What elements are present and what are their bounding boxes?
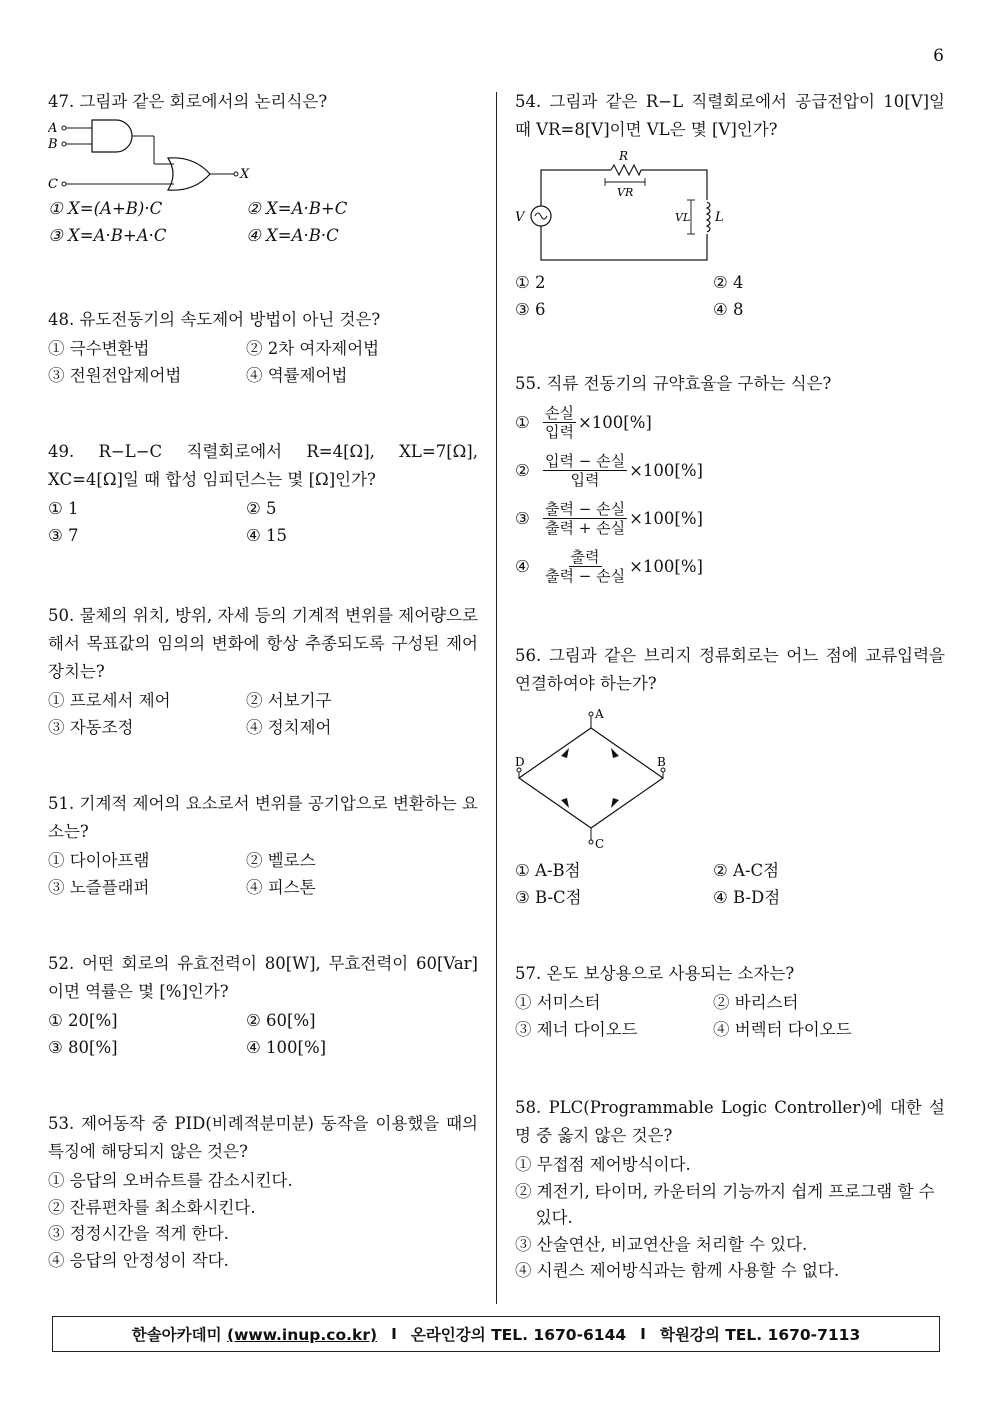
question-53 [48, 1110, 478, 1274]
footer-separator: I [391, 1325, 397, 1343]
bridge-outline [519, 728, 663, 828]
node-d-label: D [515, 755, 525, 769]
numerator: 입력 − 손실 [545, 451, 626, 470]
option-2[interactable]: ② 바리스터 [713, 993, 799, 1012]
option-number: ③ [515, 508, 530, 528]
diode-1 [561, 748, 569, 758]
node-c-label: C [595, 837, 605, 851]
option-2[interactable] [515, 446, 945, 494]
option-1[interactable]: ① 프로세서 제어 [48, 691, 171, 710]
option-4[interactable]: ④ 피스톤 [246, 877, 316, 897]
numerator: 손실 [545, 403, 574, 422]
question-stem: 58. PLC(Programmable Logic Controller)에 대한 설명 중 옳지 않은 것은? [515, 1098, 945, 1145]
vr-label: VR [617, 186, 634, 199]
question-stem: 53. 제어동작 중 PID(비례적분미분) 동작을 이용했을 때의 특징에 해당되지 않은 것은? [48, 1114, 478, 1161]
option-2[interactable]: ② 서보기구 [246, 691, 332, 710]
option-3[interactable]: ③ 7 [48, 525, 79, 545]
option-3[interactable]: ③ 정정시간을 적게 한다. [48, 1224, 229, 1243]
question-52 [48, 950, 478, 1061]
denominator: 출력 + 손실 [545, 518, 626, 537]
question-50 [48, 602, 478, 741]
option-2[interactable]: ② 5 [246, 499, 277, 518]
question-stem: 57. 온도 보상용으로 사용되는 소자는? [515, 964, 795, 983]
option-4[interactable]: ④ 정치제어 [246, 717, 332, 737]
question-47 [48, 88, 478, 249]
question-stem: 56. 그림과 같은 브리지 정류회로는 어느 점에 교류입력을 연결하여야 하는가? [515, 646, 945, 693]
and-gate [92, 120, 132, 152]
option-3[interactable]: ③ 전원전압제어법 [48, 365, 182, 385]
numerator: 출력 − 손실 [545, 499, 626, 518]
denominator: 입력 [570, 470, 600, 489]
options [48, 196, 478, 249]
option-3[interactable]: ③ 산술연산, 비교연산을 처리할 수 있다. [515, 1234, 808, 1254]
question-stem: 47. 그림과 같은 회로에서의 논리식은? [48, 92, 328, 111]
question-stem: 50. 물체의 위치, 방위, 자세 등의 기계적 변위를 제어량으로 해서 목표값의 임의의 변화에 항상 추종되도록 구성된 제어장치는? [48, 606, 478, 681]
options [515, 858, 945, 911]
option-2[interactable]: ② 계전기, 타이머, 카운터의 기능까지 쉽게 프로그램 할 수 있다. [515, 1181, 935, 1227]
option-3[interactable]: ③ B-C점 [515, 887, 582, 907]
options [515, 990, 945, 1043]
options [48, 1008, 478, 1061]
bridge-rectifier-diagram [515, 704, 675, 854]
input-c-label: C [48, 177, 58, 192]
option-1[interactable]: ① 2 [515, 273, 546, 292]
option-1[interactable]: ① 무접점 제어방식이다. [515, 1155, 691, 1174]
vl-label: VL [675, 211, 691, 224]
options [48, 496, 478, 549]
academy-name: 한솔아카데미 (www.inup.co.kr) [131, 1326, 378, 1344]
options [48, 336, 478, 389]
option-1[interactable]: ① 다이아프램 [48, 851, 150, 870]
option-1[interactable] [515, 398, 945, 446]
option-number: ② [515, 460, 530, 480]
question-56 [515, 642, 945, 911]
node-a-label: A [595, 707, 604, 721]
question-57 [515, 960, 945, 1043]
option-4[interactable]: ④ B-D점 [713, 887, 781, 907]
input-a-label: A [48, 121, 58, 136]
output-x-label: X [240, 167, 250, 182]
option-1[interactable]: ① 응답의 오버슈트를 감소시킨다. [48, 1171, 293, 1190]
option-3[interactable]: ③ 6 [515, 299, 546, 319]
option-4[interactable]: ④ 15 [246, 525, 288, 545]
question-49 [48, 438, 478, 549]
option-4[interactable]: ④ 100[%] [246, 1037, 327, 1057]
denominator: 입력 [545, 422, 574, 441]
question-54 [515, 88, 945, 323]
online-phone: 온라인강의 TEL. 1670-6144 [410, 1326, 627, 1344]
multiplier: ×100[%] [629, 556, 703, 576]
input-b-label: B [48, 137, 58, 152]
option-3[interactable]: ③ 노즐플래퍼 [48, 877, 150, 897]
footer-banner [52, 1316, 940, 1352]
diode-2 [611, 748, 619, 758]
options [515, 398, 945, 590]
source-label: V [515, 210, 525, 225]
options [515, 1152, 945, 1285]
logic-gate-diagram [48, 116, 278, 194]
or-gate [168, 158, 210, 190]
option-2[interactable]: ② 벨로스 [246, 851, 316, 870]
question-48 [48, 306, 478, 389]
diode-3 [561, 798, 569, 808]
option-2[interactable]: ② 잔류편차를 최소화시킨다. [48, 1197, 256, 1217]
option-4[interactable]: ④ 버렉터 다이오드 [713, 1019, 852, 1039]
option-1[interactable]: ① 서미스터 [515, 993, 601, 1012]
option-1[interactable]: ① 20[%] [48, 1011, 118, 1030]
rl-circuit-diagram [515, 148, 735, 266]
option-4[interactable]: ④ 시퀀스 제어방식과는 함께 사용할 수 없다. [515, 1261, 840, 1280]
options [48, 848, 478, 901]
diode-4 [611, 798, 619, 808]
option-4[interactable]: ④ X=A·B·C [246, 225, 339, 245]
website-link[interactable]: (www.inup.co.kr) [226, 1326, 378, 1344]
multiplier: ×100[%] [629, 460, 703, 480]
question-stem: 54. 그림과 같은 R−L 직렬회로에서 공급전압이 10[V]일 때 VR=8[V]이면 VL은 몇 [V]인가? [515, 92, 945, 139]
option-4[interactable]: ④ 역률제어법 [246, 365, 348, 385]
denominator: 출력 − 손실 [545, 566, 626, 585]
option-2[interactable]: ② A-C점 [713, 861, 780, 880]
option-1[interactable]: ① 극수변환법 [48, 339, 150, 358]
offline-phone: 학원강의 TEL. 1670-7113 [659, 1326, 861, 1344]
numerator: 출력 [570, 547, 600, 566]
column-divider [496, 92, 497, 1304]
resistor-label: R [619, 149, 629, 163]
option-3[interactable]: ③ X=A·B+A·C [48, 225, 167, 245]
option-1[interactable]: ① X=(A+B)·C [48, 199, 163, 218]
question-51 [48, 790, 478, 901]
footer-separator: I [640, 1325, 646, 1343]
option-1[interactable]: ① 1 [48, 499, 79, 518]
option-3[interactable]: ③ 80[%] [48, 1037, 118, 1057]
option-2[interactable]: ② 4 [713, 273, 744, 292]
options [48, 688, 478, 741]
options [48, 1168, 478, 1274]
option-3[interactable] [515, 494, 945, 542]
option-4[interactable]: ④ 8 [713, 299, 744, 319]
question-stem: 52. 어떤 회로의 유효전력이 80[W], 무효전력이 60[Var]이면 역률은 몇 [%]인가? [48, 954, 478, 1001]
page-number: 6 [933, 46, 944, 66]
option-2[interactable]: ② 60[%] [246, 1011, 316, 1030]
question-stem: 48. 유도전동기의 속도제어 방법이 아닌 것은? [48, 310, 381, 329]
question-stem: 51. 기계적 제어의 요소로서 변위를 공기압으로 변환하는 요소는? [48, 794, 478, 841]
option-4[interactable]: ④ 응답의 안정성이 작다. [48, 1250, 229, 1270]
question-58 [515, 1094, 945, 1285]
option-4[interactable] [515, 542, 945, 590]
option-2[interactable]: ② X=A·B+C [246, 199, 348, 218]
node-b-label: B [657, 755, 666, 769]
option-3[interactable]: ③ 자동조정 [48, 717, 134, 737]
question-stem: 55. 직류 전동기의 규약효율을 구하는 식은? [515, 374, 832, 393]
inductor-label: L [715, 210, 724, 225]
option-3[interactable]: ③ 제너 다이오드 [515, 1019, 638, 1039]
question-stem: 49. R−L−C 직렬회로에서 R=4[Ω], XL=7[Ω], XC=4[Ω]일 때 합성 임피던스는 몇 [Ω]인가? [48, 442, 478, 489]
question-55 [515, 370, 945, 590]
multiplier: ×100[%] [629, 508, 703, 528]
option-number: ① [515, 412, 530, 432]
option-number: ④ [515, 556, 530, 576]
option-2[interactable]: ② 2차 여자제어법 [246, 339, 380, 358]
multiplier: ×100[%] [577, 412, 652, 432]
option-1[interactable]: ① A-B점 [515, 861, 581, 880]
options [515, 270, 945, 323]
